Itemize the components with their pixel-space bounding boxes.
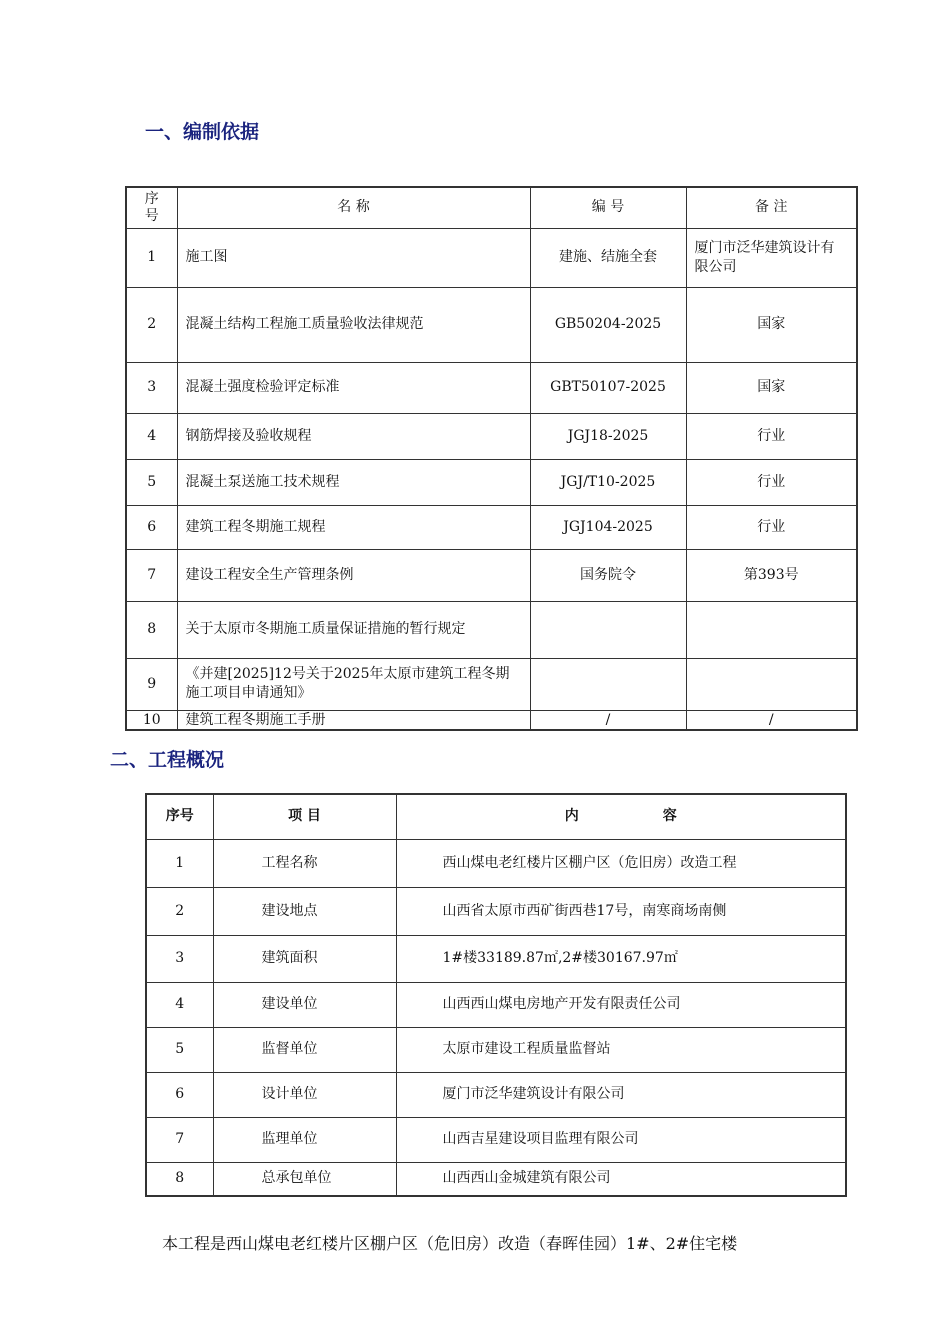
table-row <box>146 887 846 935</box>
row-content: 1#楼33189.87㎡,2#楼30167.97㎡ <box>396 935 846 982</box>
row-code <box>530 601 686 658</box>
row-item: 建设地点 <box>213 887 396 935</box>
header-content: 内 容 <box>396 794 846 839</box>
row-name: 《并建[2025]12号关于2025年太原市建筑工程冬期施工项目申请通知》 <box>177 658 530 710</box>
row-seq: 1 <box>126 228 177 287</box>
header-code: 编 号 <box>530 187 686 228</box>
table-row <box>126 287 857 362</box>
table-row <box>126 658 857 710</box>
row-seq: 1 <box>146 839 213 887</box>
table-row <box>126 601 857 658</box>
body-paragraph: 本工程是西山煤电老红楼片区棚户区（危旧房）改造（春晖佳园）1#、2#住宅楼 <box>162 1234 738 1253</box>
row-seq: 5 <box>146 1027 213 1072</box>
row-code: JGJ18-2025 <box>530 413 686 459</box>
overview-table-header <box>146 794 846 839</box>
row-note: 行业 <box>686 413 857 459</box>
basis-table <box>125 186 858 731</box>
table-row <box>146 1117 846 1162</box>
row-seq: 5 <box>126 459 177 505</box>
table-row <box>126 710 857 730</box>
table-row <box>126 413 857 459</box>
row-seq: 2 <box>126 287 177 362</box>
row-code: JGJ/T10-2025 <box>530 459 686 505</box>
row-name: 钢筋焊接及验收规程 <box>177 413 530 459</box>
table-row <box>146 1072 846 1117</box>
row-seq: 7 <box>126 549 177 601</box>
row-note <box>686 658 857 710</box>
row-code: 建施、结施全套 <box>530 228 686 287</box>
row-seq: 10 <box>126 710 177 730</box>
row-note: 行业 <box>686 505 857 549</box>
row-code: JGJ104-2025 <box>530 505 686 549</box>
row-item: 建筑面积 <box>213 935 396 982</box>
row-seq: 6 <box>146 1072 213 1117</box>
header-seq: 序 号 <box>126 187 177 228</box>
row-name: 混凝土结构工程施工质量验收法律规范 <box>177 287 530 362</box>
row-name: 关于太原市冬期施工质量保证措施的暂行规定 <box>177 601 530 658</box>
row-name: 建筑工程冬期施工手册 <box>177 710 530 730</box>
section-heading-overview: 二、工程概况 <box>110 749 225 771</box>
row-seq: 9 <box>126 658 177 710</box>
table-row <box>126 505 857 549</box>
table-row <box>146 982 846 1027</box>
row-note: 第393号 <box>686 549 857 601</box>
row-content: 太原市建设工程质量监督站 <box>396 1027 846 1072</box>
row-seq: 8 <box>146 1162 213 1196</box>
row-seq: 6 <box>126 505 177 549</box>
table-row <box>146 1162 846 1196</box>
table-row <box>126 549 857 601</box>
row-item: 监督单位 <box>213 1027 396 1072</box>
row-item: 工程名称 <box>213 839 396 887</box>
row-seq: 7 <box>146 1117 213 1162</box>
row-content: 西山煤电老红楼片区棚户区（危旧房）改造工程 <box>396 839 846 887</box>
row-note: 国家 <box>686 287 857 362</box>
row-item: 监理单位 <box>213 1117 396 1162</box>
header-seq: 序号 <box>146 794 213 839</box>
row-code: / <box>530 710 686 730</box>
row-content: 山西西山煤电房地产开发有限责任公司 <box>396 982 846 1027</box>
row-seq: 4 <box>126 413 177 459</box>
row-code: GBT50107-2025 <box>530 362 686 413</box>
row-content: 山西吉星建设项目监理有限公司 <box>396 1117 846 1162</box>
basis-table-header <box>126 187 857 228</box>
table-row <box>146 1027 846 1072</box>
row-content: 厦门市泛华建筑设计有限公司 <box>396 1072 846 1117</box>
row-item: 建设单位 <box>213 982 396 1027</box>
row-note <box>686 601 857 658</box>
table-row <box>126 362 857 413</box>
overview-table <box>145 793 847 1197</box>
row-code: 国务院令 <box>530 549 686 601</box>
table-row <box>146 935 846 982</box>
row-seq: 2 <box>146 887 213 935</box>
row-seq: 3 <box>146 935 213 982</box>
row-name: 混凝土强度检验评定标准 <box>177 362 530 413</box>
row-seq: 4 <box>146 982 213 1027</box>
row-name: 建筑工程冬期施工规程 <box>177 505 530 549</box>
row-name: 施工图 <box>177 228 530 287</box>
row-note: 行业 <box>686 459 857 505</box>
row-content: 山西西山金城建筑有限公司 <box>396 1162 846 1196</box>
header-note: 备 注 <box>686 187 857 228</box>
row-seq: 8 <box>126 601 177 658</box>
row-code <box>530 658 686 710</box>
row-note: 厦门市泛华建筑设计有限公司 <box>686 228 857 287</box>
section-heading-basis: 一、编制依据 <box>145 121 260 143</box>
row-item: 总承包单位 <box>213 1162 396 1196</box>
row-item: 设计单位 <box>213 1072 396 1117</box>
row-seq: 3 <box>126 362 177 413</box>
row-note: / <box>686 710 857 730</box>
row-content: 山西省太原市西矿街西巷17号，南寒商场南侧 <box>396 887 846 935</box>
row-code: GB50204-2025 <box>530 287 686 362</box>
table-row <box>126 459 857 505</box>
row-name: 混凝土泵送施工技术规程 <box>177 459 530 505</box>
table-row <box>146 839 846 887</box>
row-note: 国家 <box>686 362 857 413</box>
table-row <box>126 228 857 287</box>
header-item: 项 目 <box>213 794 396 839</box>
row-name: 建设工程安全生产管理条例 <box>177 549 530 601</box>
header-name: 名 称 <box>177 187 530 228</box>
